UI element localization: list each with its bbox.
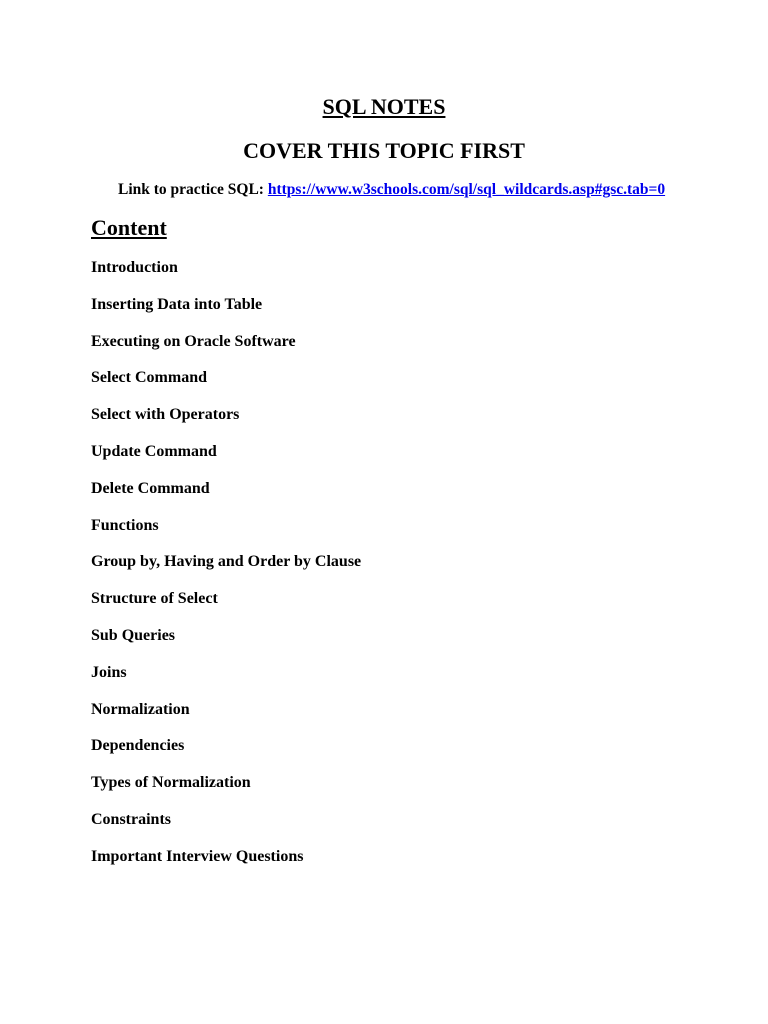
toc-item: Joins xyxy=(91,663,127,681)
toc-item: Select Command xyxy=(91,369,207,387)
toc-item: Select with Operators xyxy=(91,406,240,424)
table-of-contents xyxy=(91,258,361,884)
toc-item: Types of Normalization xyxy=(91,774,251,792)
toc-item: Constraints xyxy=(91,810,172,828)
toc-item: Structure of Select xyxy=(91,590,218,608)
document-subtitle: COVER THIS TOPIC FIRST xyxy=(243,138,525,163)
toc-item: Functions xyxy=(91,516,159,534)
practice-link[interactable]: https://www.w3schools.com/sql/sql_wildcards.asp#gsc.tab=0 xyxy=(267,181,666,198)
toc-item: Group by, Having and Order by Clause xyxy=(91,553,362,571)
document-title: SQL NOTES xyxy=(322,94,446,119)
toc-item: Update Command xyxy=(91,442,217,460)
toc-item: Introduction xyxy=(91,259,178,276)
toc-item: Dependencies xyxy=(91,737,185,755)
toc-item: Delete Command xyxy=(91,479,210,497)
toc-item: Executing on Oracle Software xyxy=(91,332,296,350)
content-heading: Content xyxy=(91,215,167,240)
toc-item: Normalization xyxy=(91,700,190,718)
toc-item: Important Interview Questions xyxy=(91,847,304,865)
practice-label: Link to practice SQL: xyxy=(118,181,268,198)
toc-item: Inserting Data into Table xyxy=(91,295,263,313)
practice-line xyxy=(118,180,665,200)
toc-item: Sub Queries xyxy=(91,626,176,644)
